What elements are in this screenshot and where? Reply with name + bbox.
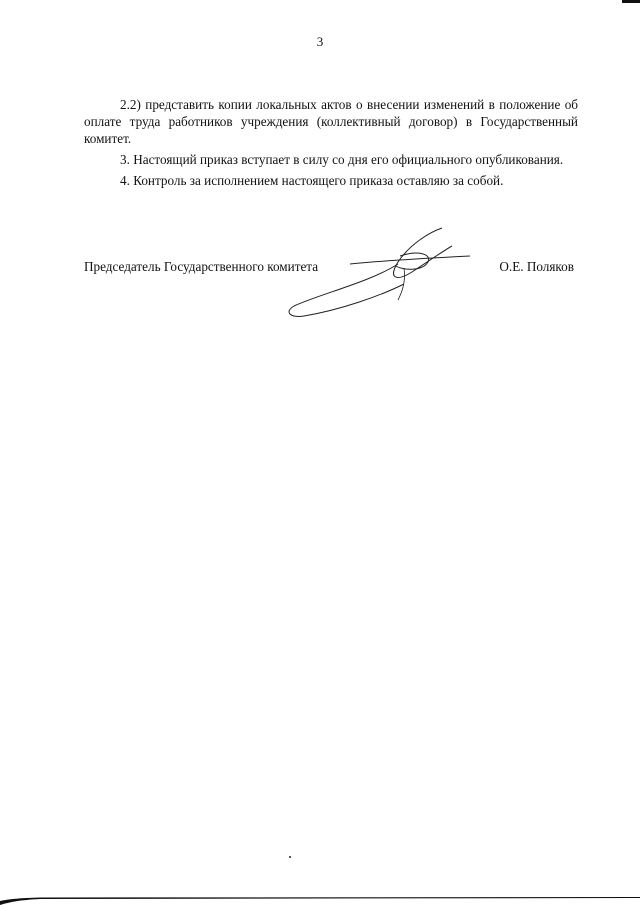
scan-dot xyxy=(289,856,291,858)
signatory-name: О.Е. Поляков xyxy=(499,259,574,274)
signatory-position: Председатель Государственного комитета xyxy=(84,259,319,274)
paragraph-4: 4. Контроль за исполнением настоящего приказа оставляю за собой. xyxy=(120,173,504,188)
scan-bottom-edge xyxy=(0,893,640,905)
document-body xyxy=(84,96,578,193)
paragraph-3: 3. Настоящий приказ вступает в силу со дня его официального опубликования. xyxy=(120,152,564,167)
scan-corner-mark xyxy=(622,0,640,3)
paragraph-2-2: 2.2) представить копии локальных актов о внесении изменений в положение об оплате труда работников учреждения (коллективный договор) в Государственный комитет. xyxy=(84,97,578,146)
page-number: 3 xyxy=(316,34,324,49)
handwritten-signature xyxy=(280,222,480,322)
